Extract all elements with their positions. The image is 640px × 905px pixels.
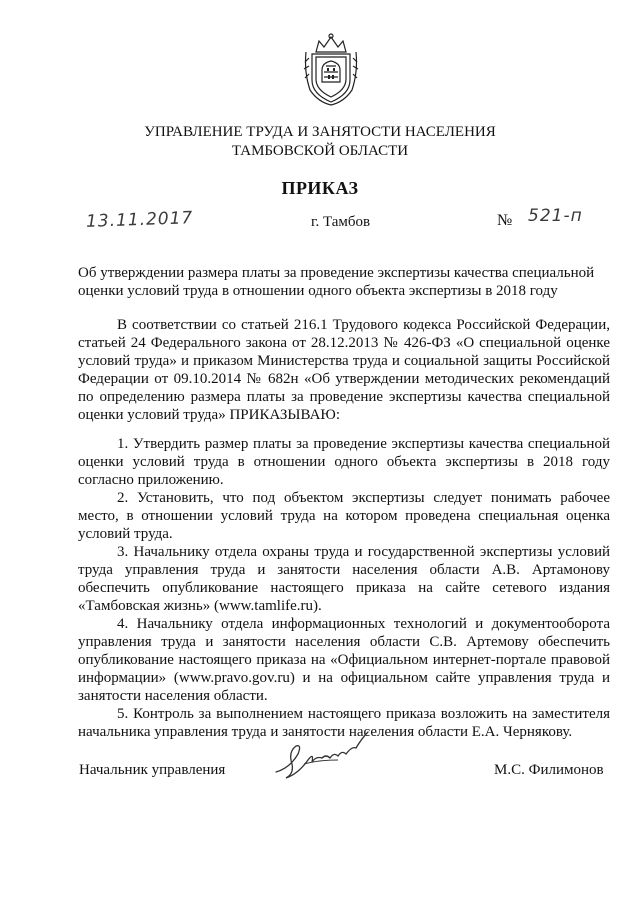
number-label: № xyxy=(497,212,513,229)
order-subject: Об утверждении размера платы за проведение экспертизы качества специальной оценки условий труда в отношении одного объекта экспертизы в 2018 году xyxy=(78,265,595,299)
document-title: ПРИКАЗ xyxy=(281,178,359,198)
order-item-5: 5. Контроль за выполнением настоящего приказа возложить на заместителя начальника управления труда и занятости населения области Е.А. Чернякову. xyxy=(78,706,610,740)
order-items xyxy=(78,435,610,741)
order-preamble: В соответствии со статьей 216.1 Трудового кодекса Российской Федерации, статьей 24 Федерального закона от 28.12.2013 № 426-ФЗ «О специальной оценке условий труда» и приказом Министерства труда и социальной защиты Российской Федерации от 09.10.2014 № 682н «Об утверждении методических рекомендаций по определению размера платы за проведение экспертизы качества специальной оценки условий труда» ПРИКАЗЫВАЮ: xyxy=(78,317,610,423)
handwritten-date: 13.11.2017 xyxy=(85,208,194,232)
signatory-position: Начальник управления xyxy=(79,762,226,778)
city-label: г. Тамбов xyxy=(311,214,371,230)
signatory-name: М.С. Филимонов xyxy=(494,762,604,778)
order-item-4: 4. Начальнику отдела информационных технологий и документооборота управления труда и занятости населения области С.В. Артемову обеспечить опубликование настоящего приказа на «Официальном интернет-портале правовой информации» (www.pravo.gov.ru) и на официальном сайте управления труда и занятости населения области. xyxy=(78,616,610,704)
order-item-1: 1. Утвердить размер платы за проведение экспертизы качества специальной оценки условий труда в отношении одного объекта экспертизы в 2018 году согласно приложению. xyxy=(78,436,610,488)
handwritten-order-number: 521-п xyxy=(528,206,583,226)
order-item-3: 3. Начальнику отдела охраны труда и государственной экспертизы условий труда управления труда и занятости населения области А.В. Артамонову обеспечить опубликование настоящего приказа на сайте сетевого издания «Тамбовская жизнь» (www.tamlife.ru). xyxy=(78,544,610,614)
coat-of-arms-emblem xyxy=(302,32,360,106)
organization-name-line2: ТАМБОВСКОЙ ОБЛАСТИ xyxy=(231,143,409,159)
organization-name-line1: УПРАВЛЕНИЕ ТРУДА И ЗАНЯТОСТИ НАСЕЛЕНИЯ xyxy=(144,124,496,140)
order-item-2: 2. Установить, что под объектом экспертизы следует понимать рабочее место, в отношении условий труда на котором проведена специальная оценка условий труда. xyxy=(78,490,610,542)
handwritten-signature xyxy=(268,724,378,784)
